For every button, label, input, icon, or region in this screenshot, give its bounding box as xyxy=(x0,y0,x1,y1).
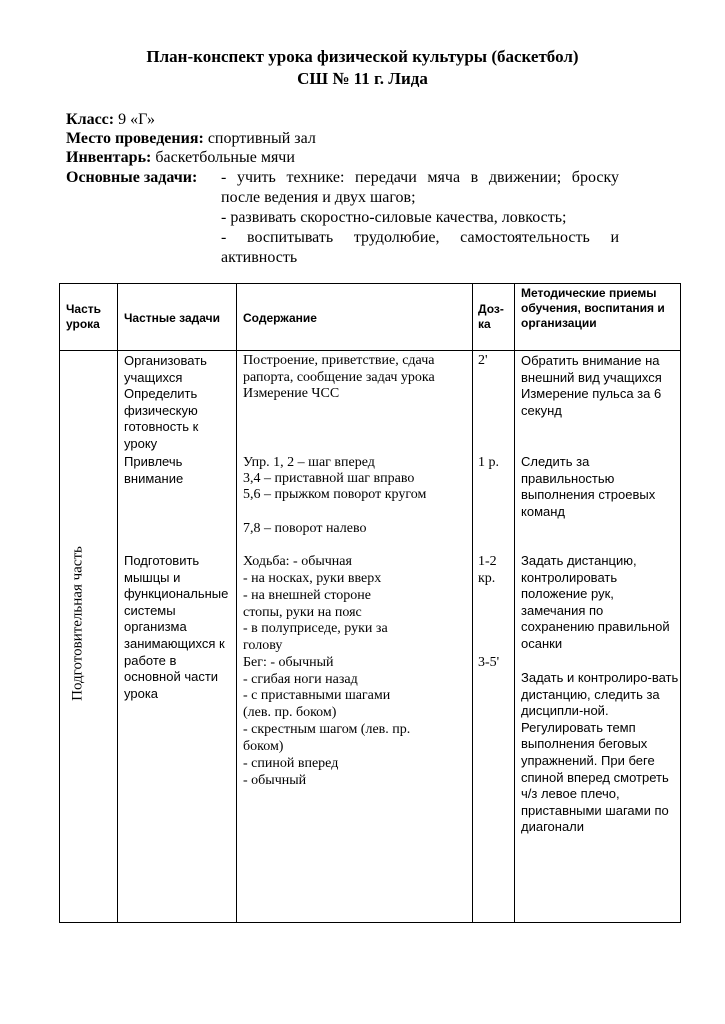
tasks-line xyxy=(66,168,197,188)
table-col-divider xyxy=(236,283,237,923)
content-cell: - обычный xyxy=(243,773,307,788)
header-content: Содержание xyxy=(243,311,317,325)
method-cell: Измерение пульса за 6 секунд xyxy=(521,386,662,418)
table-col-divider xyxy=(514,283,515,923)
content-cell: - скрестным шагом (лев. пр. боком) xyxy=(243,722,411,754)
place-label: Место проведения: xyxy=(66,130,204,147)
table-border-bottom xyxy=(59,922,681,923)
place-value: спортивный зал xyxy=(203,130,316,147)
table-border-right xyxy=(680,283,681,923)
table-border-left xyxy=(59,283,60,923)
header-tasks: Частные задачи xyxy=(124,311,220,325)
place-line xyxy=(66,129,316,149)
task-cell: Организовать учащихся xyxy=(124,353,207,385)
dose-cell: 1-2 кр. xyxy=(478,554,497,586)
task-item: - воспитывать трудолюбие, самостоятельность и xyxy=(221,229,619,246)
content-cell: - сгибая ноги назад xyxy=(243,672,358,687)
content-cell: - с приставными шагами (лев. пр. боком) xyxy=(243,688,391,720)
header-dose: Доз-ка xyxy=(478,302,504,331)
task-item: после ведения и двух шагов; xyxy=(221,189,416,206)
content-cell: Построение, приветствие, сдача рапорта, сообщение задач урока xyxy=(243,353,435,385)
method-cell: Обратить внимание на внешний вид учащихся xyxy=(521,353,662,385)
content-cell: Измерение ЧСС xyxy=(243,386,340,401)
content-cell: 3,4 – приставной шаг вправо xyxy=(243,471,415,486)
content-cell: Бег: - обычный xyxy=(243,655,334,670)
dose-cell: 1 р. xyxy=(478,455,499,470)
class-line xyxy=(66,110,155,130)
task-item: - развивать скоростно-силовые качества, ловкость; xyxy=(221,209,567,226)
content-cell: 5,6 – прыжком поворот кругом xyxy=(243,487,427,502)
inventory-label: Инвентарь: xyxy=(66,149,152,166)
task-item: - учить технике: передачи мяча в движении; броску xyxy=(221,169,619,186)
table-col-divider xyxy=(117,283,118,923)
document-subtitle: СШ № 11 г. Лида xyxy=(297,69,428,88)
table-border-top xyxy=(59,283,681,284)
method-cell: Следить за правильностью выполнения строевых команд xyxy=(521,454,656,519)
tasks-label: Основные задачи: xyxy=(66,169,198,186)
header-part: Часть урока xyxy=(66,302,102,331)
class-value: 9 «Г» xyxy=(114,111,155,128)
content-cell: 7,8 – поворот налево xyxy=(243,521,367,536)
document-title: План-конспект урока физической культуры (баскетбол) xyxy=(146,47,579,66)
task-item: активность xyxy=(221,249,298,266)
method-cell: Задать дистанцию, контролировать положение рук, замечания по сохранению правильной осанки xyxy=(521,553,670,651)
content-cell: - на носках, руки вверх xyxy=(243,571,382,586)
inventory-line xyxy=(66,148,295,168)
content-cell: Упр. 1, 2 – шаг вперед xyxy=(243,455,375,470)
task-cell: Подготовить мышцы и функциональные системы организма занимающихся к работе в основной части урока xyxy=(124,553,229,701)
content-cell: Ходьба: - обычная xyxy=(243,554,352,569)
dose-cell: 2' xyxy=(478,353,488,368)
content-cell: - на внешней стороне стопы, руки на пояс xyxy=(243,588,372,620)
class-label: Класс: xyxy=(66,111,115,128)
task-cell: Определить физическую готовность к уроку xyxy=(124,386,199,451)
table-col-divider xyxy=(472,283,473,923)
content-cell: - в полуприседе, руки за голову xyxy=(243,621,388,653)
inventory-value: баскетбольные мячи xyxy=(151,149,295,166)
table-header-divider xyxy=(59,350,681,351)
header-methods: Методические приемы обучения, воспитания и организации xyxy=(521,286,665,330)
content-cell: - спиной вперед xyxy=(243,756,339,771)
method-cell: Задать и контролиро-вать дистанцию, следить за дисципли-ной. Регулировать темп выполнения беговых упражнений. При беге спиной вперед смотреть ч/з левое плечо, приставными шагами по диагонали xyxy=(521,670,679,835)
part-label: Подготовительная часть xyxy=(69,546,86,701)
task-cell: Привлечь внимание xyxy=(124,454,184,486)
dose-cell: 3-5' xyxy=(478,655,500,670)
